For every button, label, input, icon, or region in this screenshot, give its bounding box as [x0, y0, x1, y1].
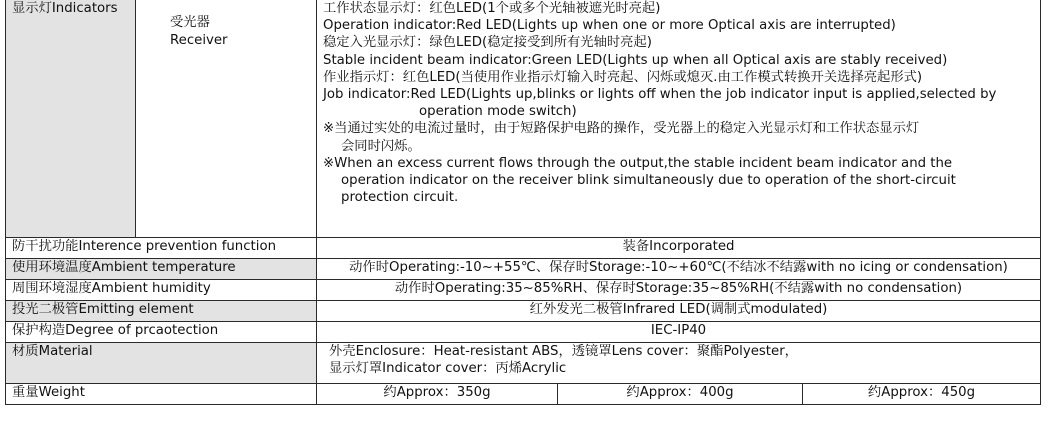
note-en-line: ※When an excess current flows through the output,the stable incident beam indicator and the — [323, 155, 953, 171]
humidity-value: 动作时Operating:35~85%RH、保存时Storage:35~85%RH(不结露with no condensation) — [317, 280, 1041, 301]
material-line: 外壳Enclosure：Heat-resistant ABS，透镜罩Lens cover：聚酯Polyester， — [329, 344, 798, 359]
temperature-row — [6, 259, 1041, 280]
indicator-line: 稳定入光显示灯：绿色LED(稳定接受到所有光轴时亮起) — [323, 35, 652, 51]
material-value — [317, 343, 1041, 384]
spec-table — [5, 0, 1041, 405]
weight-row — [6, 384, 1041, 405]
interference-row — [6, 238, 1041, 259]
note-cn-line: 会同时闪烁。 — [341, 138, 421, 154]
weight-value: 约Approx：350g — [317, 384, 558, 405]
note-en-line: protection circuit. — [341, 190, 459, 206]
emitting-label: 投光二极管Emitting element — [6, 301, 317, 322]
note-en-line: operation indicator on the receiver blink simultaneously due to operation of the short-circuit — [341, 173, 956, 189]
interference-value: 装备Incorporated — [317, 238, 1041, 259]
temperature-value: 动作时Operating:-10~+55℃、保存时Storage:-10~+60℃(不结冰不结露with no icing or condensation) — [317, 259, 1041, 280]
receiver-label-en: Receiver — [170, 33, 228, 48]
indicator-line-continued: operation mode switch) — [419, 104, 577, 120]
indicator-line: 工作状态显示灯：红色LED(1个或多个光轴被遮光时亮起) — [323, 1, 661, 16]
emitting-row — [6, 301, 1041, 322]
indicators-label: 显示灯Indicators — [6, 0, 136, 238]
weight-value: 约Approx：450g — [803, 384, 1041, 405]
indicators-description — [317, 0, 1041, 238]
protection-row — [6, 322, 1041, 343]
protection-label: 保护构造Degree of prcaotection — [6, 322, 317, 343]
humidity-row — [6, 280, 1041, 301]
note-cn-line: ※当通过实处的电流过量时，由于短路保护电路的操作，受光器上的稳定入光显示灯和工作状态显示灯 — [323, 121, 920, 137]
receiver-label-cn: 受光器 — [170, 15, 210, 30]
indicators-row — [6, 0, 1041, 238]
emitting-value: 红外发光二极管Infrared LED(调制式modulated) — [317, 301, 1041, 322]
indicator-line: 作业指示灯：红色LED(当使用作业指示灯输入时亮起、闪烁或熄灭.由工作模式转换开关选择亮起形式) — [323, 69, 923, 85]
indicator-line: Stable incident beam indicator:Green LED(Lights up when all Optical axis are stably received) — [323, 52, 948, 68]
temperature-label: 使用环境温度Ambient temperature — [6, 259, 317, 280]
interference-label: 防干扰功能Interence prevention function — [6, 238, 317, 259]
material-row — [6, 343, 1041, 384]
weight-label: 重量Weight — [6, 384, 317, 405]
receiver-label-cell — [136, 0, 317, 238]
material-line: 显示灯罩Indicator cover：丙烯Acrylic — [329, 361, 567, 377]
indicator-line: Job indicator:Red LED(Lights up,blinks or lights off when the job indicator input is applied,selected by — [323, 87, 997, 103]
humidity-label: 周围环境湿度Ambient humidity — [6, 280, 317, 301]
material-label: 材质Material — [6, 343, 317, 384]
protection-value: IEC-IP40 — [317, 322, 1041, 343]
indicator-line: Operation indicator:Red LED(Lights up when one or more Optical axis are interrupted) — [323, 18, 896, 34]
weight-value: 约Approx：400g — [558, 384, 803, 405]
